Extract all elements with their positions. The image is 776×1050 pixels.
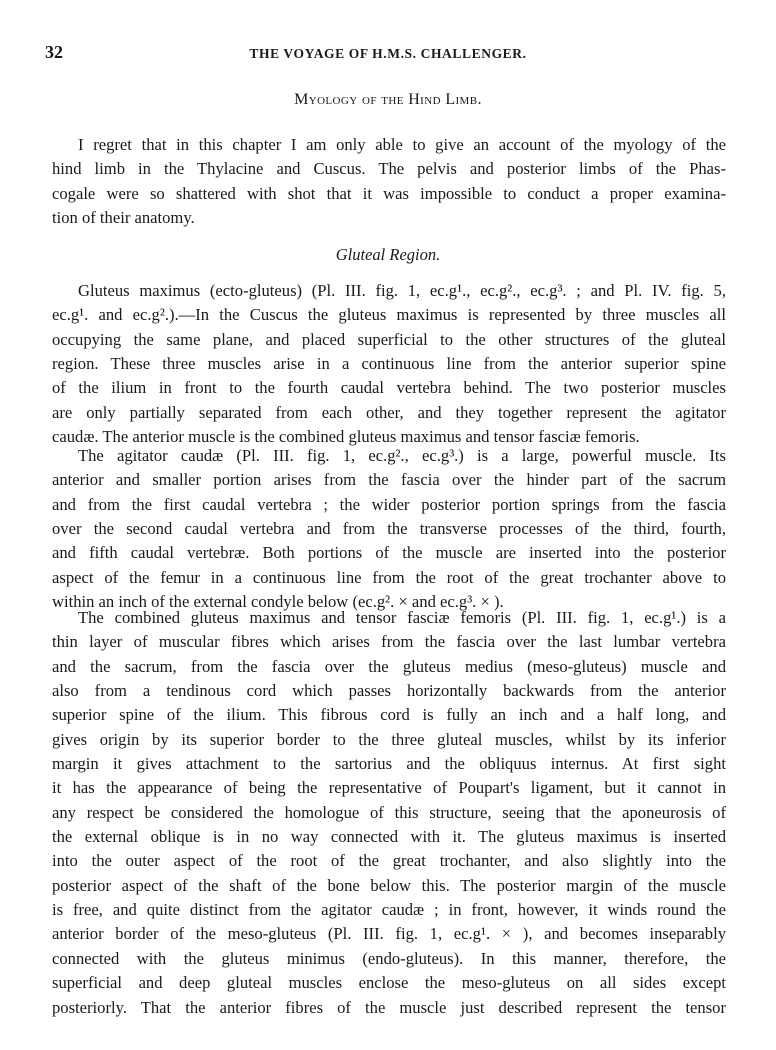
text-line: hind limb in the Thylacine and Cuscus. The pelvis and posterior limbs of the Phas- — [52, 159, 726, 179]
page-number: 32 — [45, 42, 63, 62]
text-line: and the sacrum, from the fascia over the gluteus medius (meso-gluteus) muscle and — [52, 656, 726, 676]
text-line: posterior aspect of the shaft of the bone below this. The posterior margin of the muscle — [52, 875, 726, 895]
text-line: ec.g¹. and ec.g².).—In the Cuscus the gluteus maximus is represented by three muscles all — [52, 305, 726, 325]
text-line: over the second caudal vertebra and from the transverse processes of the third, fourth, — [52, 519, 726, 539]
text-line: any respect be considered the homologue of this structure, seeing that the aponeurosis of — [52, 802, 726, 822]
text-line: tion of their anatomy. — [52, 208, 195, 228]
text-line: into the outer aspect of the root of the great trochanter, and also slightly into the — [52, 851, 726, 871]
text-line: anterior and smaller portion arises from the fascia over the hinder part of the sacrum — [52, 470, 726, 490]
paragraph-combined-gluteus — [52, 606, 726, 1020]
text-line: are only partially separated from each other, and they together represent the agitator — [52, 402, 726, 422]
text-line: I regret that in this chapter I am only able to give an account of the myology of the — [78, 135, 726, 154]
text-line: The combined gluteus maximus and tensor fasciæ femoris (Pl. III. fig. 1, ec.g¹.) is a — [78, 608, 726, 627]
text-line: Gluteus maximus (ecto-gluteus) (Pl. III. fig. 1, ec.g¹., ec.g²., ec.g³. ; and Pl. IV. fig. 5, — [78, 281, 726, 300]
text-line: superior spine of the ilium. This fibrous cord is fully an inch and a half long, and — [52, 705, 726, 725]
text-line: anterior border of the meso-gluteus (Pl. III. fig. 1, ec.g¹. × ), and becomes inseparably — [52, 924, 726, 944]
text-line: and from the first caudal vertebra ; the wider posterior portion springs from the fascia — [52, 494, 726, 514]
text-line: is free, and quite distinct from the agitator caudæ ; in front, however, it winds round the — [52, 900, 726, 920]
text-line: The agitator caudæ (Pl. III. fig. 1, ec.g²., ec.g³.) is a large, powerful muscle. Its — [78, 446, 726, 465]
text-line: connected with the gluteus minimus (endo-gluteus). In this manner, therefore, the — [52, 948, 726, 968]
text-line: caudæ. The anterior muscle is the combined gluteus maximus and tensor fasciæ femoris. — [52, 427, 640, 447]
chapter-title: Myology of the Hind Limb. — [294, 91, 482, 108]
text-line: aspect of the femur in a continuous line from the root of the great trochanter above to — [52, 567, 726, 587]
text-line: gives origin by its superior border to the three gluteal muscles, whilst by its inferior — [52, 729, 726, 749]
running-head: THE VOYAGE OF H.M.S. CHALLENGER. — [249, 46, 527, 61]
paragraph-agitator-caudae — [52, 444, 726, 614]
text-line: margin it gives attachment to the sartorius and the obliquus internus. At first sight — [52, 754, 726, 774]
text-line: of the ilium in front to the fourth caudal vertebra behind. The two posterior muscles — [52, 378, 726, 398]
text-line: superficial and deep gluteal muscles enclose the meso-gluteus on all sides except — [52, 973, 726, 993]
text-line: it has the appearance of being the representative of Poupart's ligament, but it cannot in — [52, 778, 726, 798]
text-line: cogale were so shattered with shot that it was impossible to conduct a proper examina- — [52, 183, 726, 203]
section-title: Gluteal Region. — [335, 245, 441, 264]
text-line: posteriorly. That the anterior fibres of the muscle just described represent the tensor — [52, 997, 726, 1017]
text-line: and fifth caudal vertebræ. Both portions of the muscle are inserted into the posterior — [52, 543, 726, 563]
paragraph-gluteus-maximus — [52, 279, 726, 449]
text-line: the external oblique is in no way connected with it. The gluteus maximus is inserted — [52, 827, 726, 847]
intro-paragraph — [52, 133, 726, 230]
text-line: occupying the same plane, and placed superficial to the other structures of the gluteal — [52, 329, 726, 349]
text-line: region. These three muscles arise in a continuous line from the anterior superior spine — [52, 354, 726, 374]
text-line: thin layer of muscular fibres which arises from the fascia over the last lumbar vertebra — [52, 632, 726, 652]
text-line: within an inch of the external condyle below (ec.g². × and ec.g³. × ). — [52, 592, 504, 612]
text-line: also from a tendinous cord which passes horizontally backwards from the anterior — [52, 681, 726, 701]
